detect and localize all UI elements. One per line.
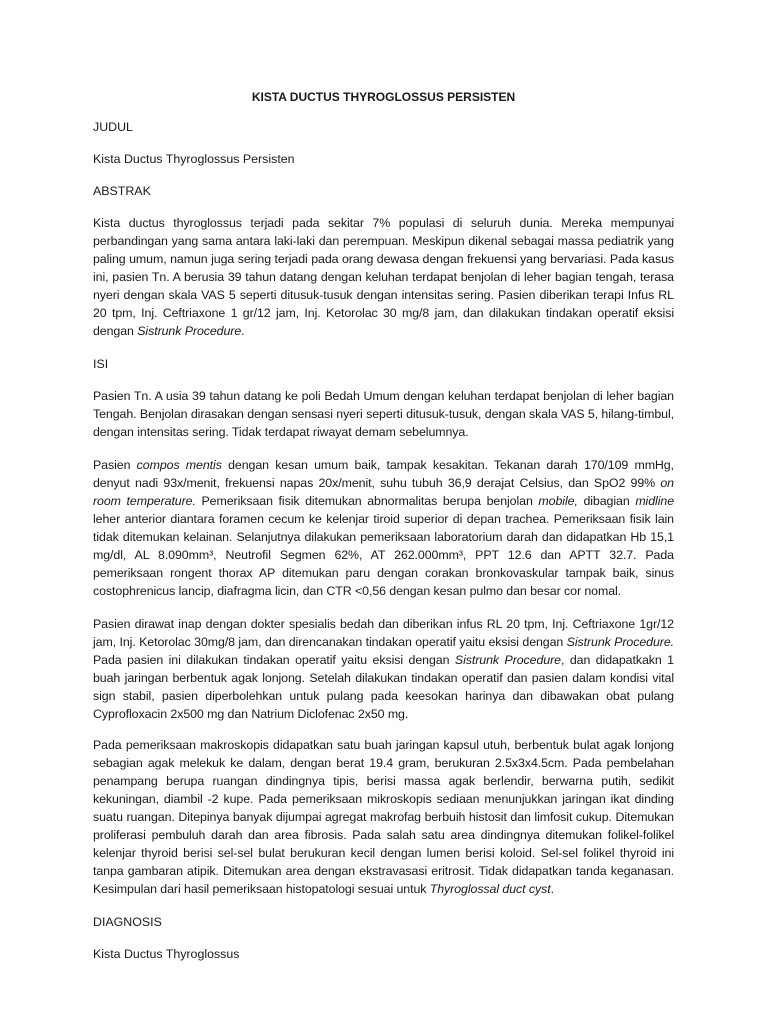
diagnosis-heading: DIAGNOSIS xyxy=(93,915,162,929)
isi-paragraph-1: Pasien Tn. A usia 39 tahun datang ke poli Bedah Umum dengan keluhan terdapat benjolan di leher bagian Tengah. Benjolan dirasakan dengan sensasi nyeri seperti ditusuk-tusuk, dengan skala VAS 5, hilang-timbul, dengan intensitas sering. Tidak terdapat riwayat demam sebelumnya. xyxy=(93,389,674,439)
diagnosis-text: Kista Ductus Thyroglossus xyxy=(93,947,240,961)
isi-paragraph-2 xyxy=(93,456,674,600)
judul-heading: JUDUL xyxy=(93,120,133,134)
abstrak-italic-procedure: Sistrunk Procedure xyxy=(137,324,242,338)
isi-p2-a: Pasien xyxy=(93,458,137,472)
isi-p4-italic-duct-cyst: Thyroglossal duct cyst xyxy=(429,882,551,896)
abstrak-end: . xyxy=(241,324,245,338)
isi-paragraph-4 xyxy=(93,736,674,898)
document-page xyxy=(93,82,674,977)
isi-p2-i: leher anterior diantara foramen cecum ke kelenjar tiroid superior di depan trachea. Pemeriksaan fisik lain tidak ditemukan kelainan. Selanjutnya dilakukan pemeriksaan laboratorium darah dan didapatkan Hb 15,1 mg/dl, AL 8.090mm³, Neutrofil Segmen 62%, AT 262.000mm³, PPT 12.6 dan APTT 32.7. Pada pemeriksaan rongent thorax AP ditemukan paru dengan corakan bronkovaskular tampak baik, sinus costophrenicus lancip, diafragma licin, dan CTR <0,56 dengan kesan pulmo dan besar cor nomal. xyxy=(93,512,674,598)
isi-paragraph-3 xyxy=(93,615,674,723)
isi-p2-g: dibagian xyxy=(577,494,636,508)
isi-p2-italic-room-temp: on room temperature. xyxy=(93,476,674,508)
isi-p3-a: Pasien dirawat inap dengan dokter spesialis bedah dan diberikan infus RL 20 tpm, Inj. Ceftriaxone 1gr/12 jam, Inj. Ketorolac 30mg/8 jam, dan direncanakan tindakan operatif yaitu eksisi dengan xyxy=(93,617,674,649)
isi-heading: ISI xyxy=(93,357,109,371)
judul-text: Kista Ductus Thyroglossus Persisten xyxy=(93,152,295,166)
isi-p2-italic-compos-mentis: compos mentis xyxy=(136,458,222,472)
document-title: KISTA DUCTUS THYROGLOSSUS PERSISTEN xyxy=(251,90,516,104)
isi-p2-italic-mobile: mobile, xyxy=(538,494,578,508)
isi-p3-italic-procedure-2: Sistrunk Procedure xyxy=(454,653,561,667)
isi-p4-c: . xyxy=(550,882,554,896)
isi-p4-a: Pada pemeriksaan makroskopis didapatkan satu buah jaringan kapsul utuh, berbentuk bulat agak lonjong sebagian agak melekuk ke dalam, dengan berat 19.4 gram, berukuran 2.5x3x4.5cm. Pada pembelahan penampang berupa ruangan dindingnya tipis, berisi massa agak berlendir, berwarna putih, sedikit kekuningan, diambil -2 kupe. Pada pemeriksaan mikroskopis sediaan menunjukkan jaringan ikat dinding suatu ruangan. Ditepinya banyak dijumpai agregat makrofag berbuih histosit dan limfosit cukup. Ditemukan proliferasi pembuluh darah dan area fibrosis. Pada salah satu area dindingnya ditemukan folikel-folikel kelenjar thyroid berisi sel-sel bulat berukuran kecil dengan lumen berisi koloid. Sel-sel folikel thyroid ini tanpa gambaran atipik. Ditemukan area dengan ekstravasasi eritrosit. Tidak didapatkan tanda keganasan. Kesimpulan dari hasil pemeriksaan histopatologi sesuai untuk xyxy=(93,738,674,896)
abstrak-heading: ABSTRAK xyxy=(93,184,151,198)
abstrak-text: Kista ductus thyroglossus terjadi pada sekitar 7% populasi di seluruh dunia. Mereka mempunyai perbandingan yang sama antara laki-laki dan perempuan. Meskipun dikenal sebagai massa pediatrik yang paling umum, namun juga sering terjadi pada orang dewasa dengan frekuensi yang bervariasi. Pada kasus ini, pasien Tn. A berusia 39 tahun datang dengan keluhan terdapat benjolan di leher bagian tengah, terasa nyeri dengan skala VAS 5 seperti ditusuk-tusuk dengan intensitas sering. Pasien diberikan terapi Infus RL 20 tpm, Inj. Ceftriaxone 1 gr/12 jam, Inj. Ketorolac 30 mg/8 jam, dan dilakukan tindakan operatif eksisi dengan xyxy=(93,216,674,338)
isi-p3-c: Pada pasien ini dilakukan tindakan operatif yaitu eksisi dengan xyxy=(93,653,455,667)
isi-p2-c: dengan kesan umum baik, tampak kesakitan. Tekanan darah 170/109 mmHg, denyut nadi 93x/menit, frekuensi napas 20x/menit, suhu tubuh 36,9 derajat Celsius, dan SpO2 99% xyxy=(93,458,674,490)
isi-p3-e: , dan didapatkakn 1 buah jaringan berbentuk agak lonjong. Setelah dilakukan tindakan operatif dan pasien dalam kondisi vital sign stabil, pasien diperbolehkan untuk pulang pada keesokan harinya dan dibawakan obat pulang Cyprofloxacin 2x500 mg dan Natrium Diclofenac 2x50 mg. xyxy=(93,653,674,721)
isi-p2-e: Pemeriksaan fisik ditemukan abnormalitas berupa benjolan xyxy=(195,494,539,508)
isi-p3-italic-procedure-1: Sistrunk Procedure. xyxy=(566,635,674,649)
abstrak-paragraph xyxy=(93,214,674,340)
isi-p2-italic-midline: midline xyxy=(635,494,675,508)
